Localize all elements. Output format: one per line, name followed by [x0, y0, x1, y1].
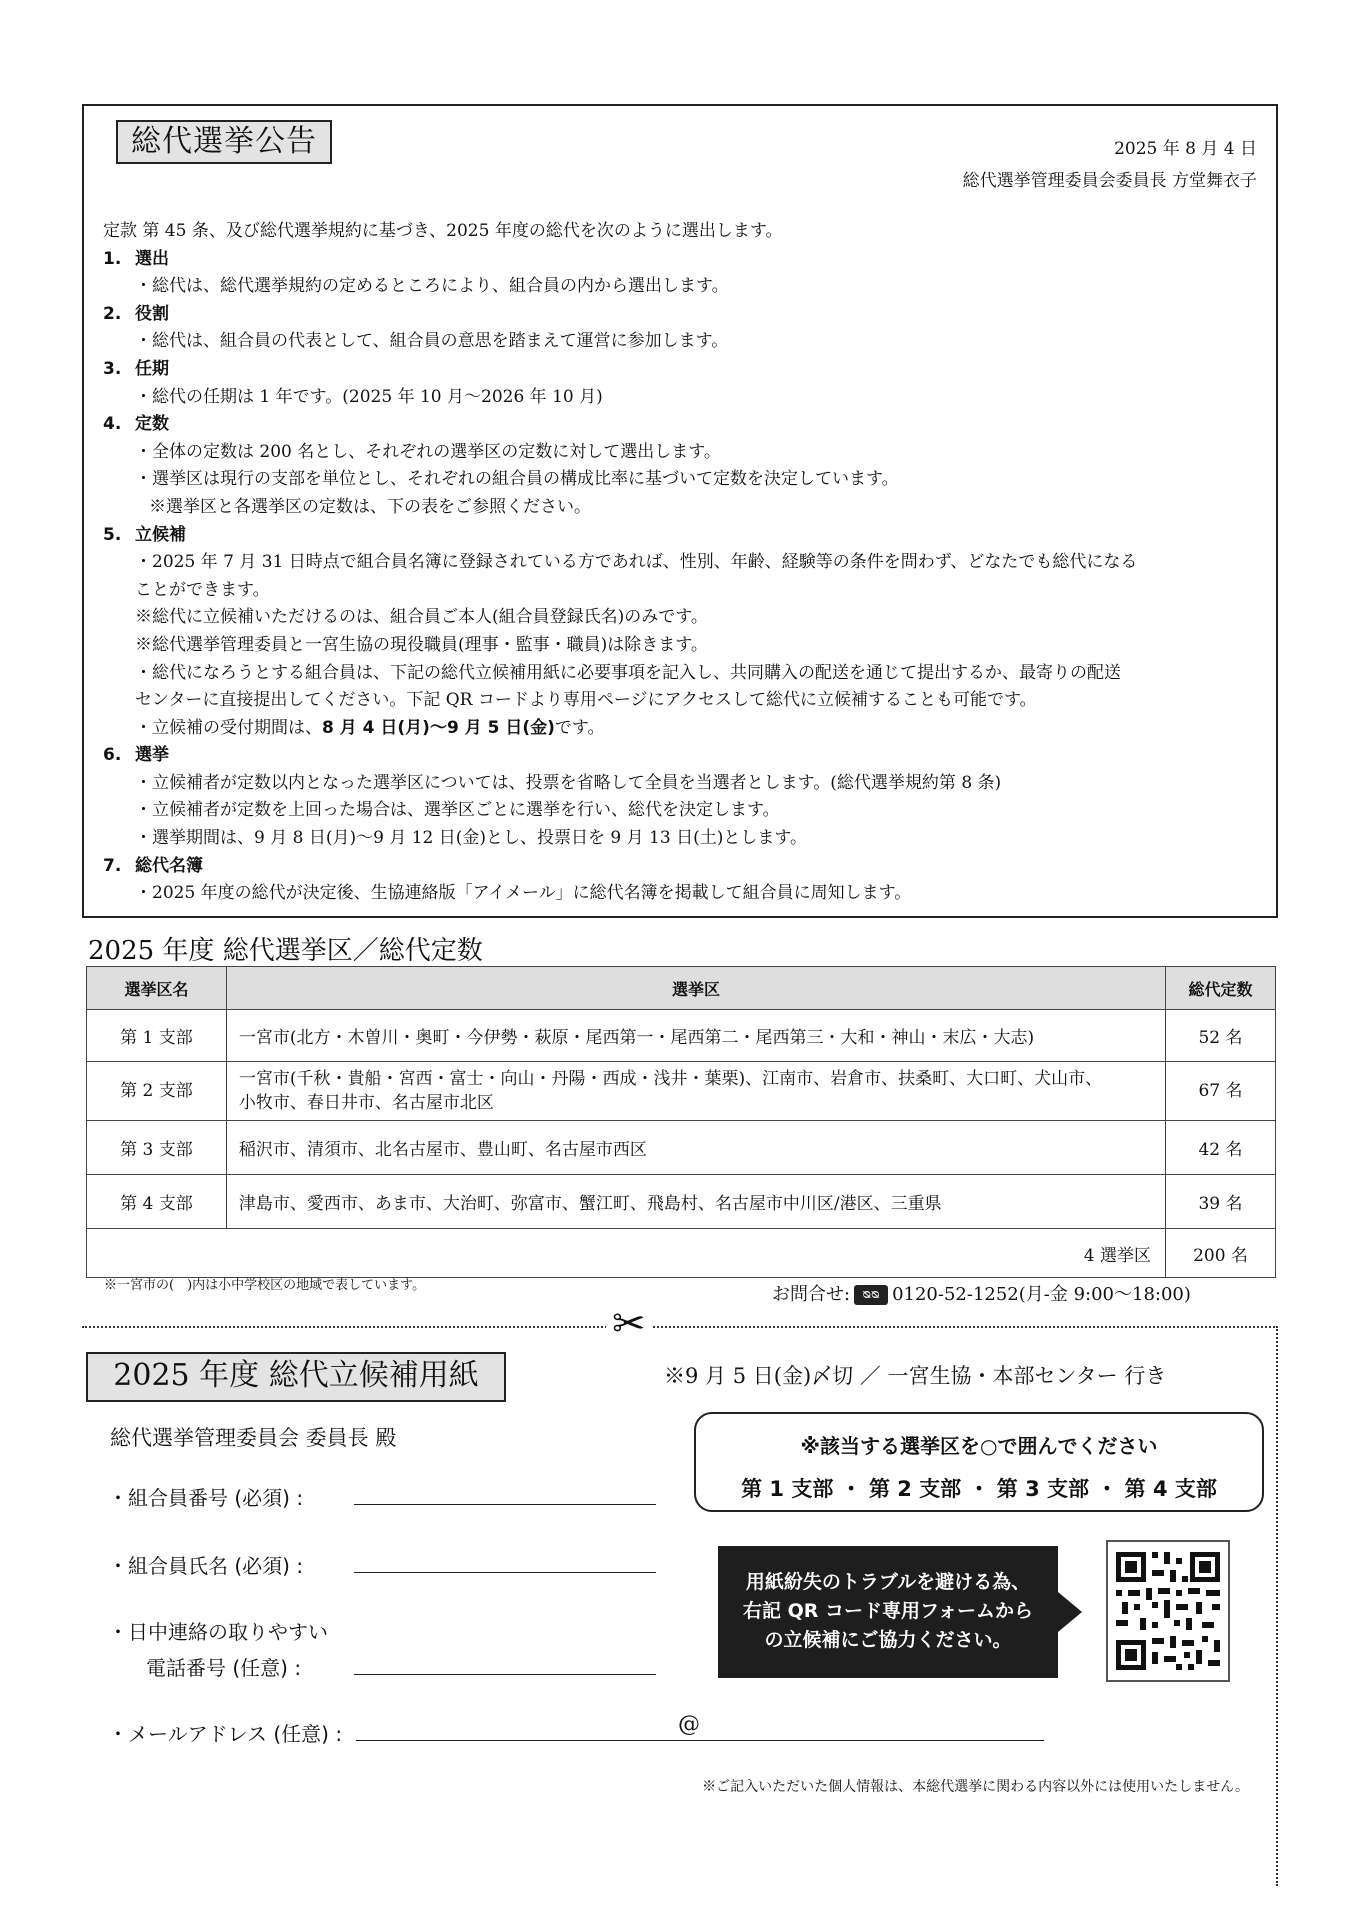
district-area: 稲沢市、清須市、北名古屋市、豊山町、名古屋市西区	[226, 1121, 1165, 1175]
section-heading: 6. 選挙	[103, 745, 169, 766]
section-line: ・選挙期間は、9 月 8 日(月)～9 月 12 日(金)とし、投票日を 9 月 13 日(土)とします。	[135, 828, 807, 849]
section-heading: 7. 総代名簿	[103, 855, 203, 876]
district-table	[86, 966, 1276, 1278]
email-at-sign: @	[678, 1712, 700, 1737]
privacy-note: ※ご記入いただいた個人情報は、本総代選挙に関わる内容以外には使用いたしません。	[702, 1779, 1249, 1795]
district-name: 第 3 支部	[87, 1121, 227, 1175]
qr-code-icon[interactable]	[1106, 1540, 1230, 1682]
column-header: 選挙区	[226, 967, 1165, 1010]
phone-label-line2: 電話番号 (任意) :	[146, 1656, 302, 1680]
form-deadline: ※9 月 5 日(金)〆切 ／ 一宮生協・本部センター 行き	[664, 1364, 1167, 1388]
section-heading: 5. 立候補	[103, 524, 186, 545]
section-line: ・総代になろうとする組合員は、下記の総代立候補用紙に必要事項を記入し、共同購入の配送を通じて提出するか、最寄りの配送	[135, 662, 1121, 683]
section-line: ・選挙区は現行の支部を単位とし、それぞれの組合員の構成比率に基づいて定数を決定しています。	[135, 469, 899, 490]
cut-line	[82, 1326, 1278, 1328]
table-row	[87, 1010, 1276, 1062]
application-period: 8 月 4 日(月)～9 月 5 日(金)	[322, 717, 555, 738]
table-total-row	[87, 1229, 1276, 1278]
member-name-field[interactable]	[354, 1572, 656, 1573]
district-quota: 67 名	[1166, 1062, 1276, 1121]
section-line: ・2025 年 7 月 31 日時点で組合員名簿に登録されている方であれば、性別、年齢、経験等の条件を問わず、どなたでも総代になる	[135, 552, 1138, 573]
form-addressee: 総代選挙管理委員会 委員長 殿	[110, 1426, 397, 1450]
district-quota: 39 名	[1166, 1175, 1276, 1229]
member-number-label: ・組合員番号 (必須) :	[108, 1486, 304, 1510]
section-heading: 1. 選出	[103, 248, 169, 269]
total-label: 4 選挙区	[87, 1229, 1166, 1278]
district-area: 津島市、愛西市、あま市、大治町、弥富市、蟹江町、飛島村、名古屋市中川区/港区、三重県	[226, 1175, 1165, 1229]
section-line: ・総代の任期は 1 年です。(2025 年 10 月～2026 年 10 月)	[135, 386, 603, 407]
table-row	[87, 1062, 1276, 1121]
table-header-row	[87, 967, 1276, 1010]
column-header: 選挙区名	[87, 967, 227, 1010]
contact-label: お問合せ:	[772, 1284, 851, 1305]
section-line: ※総代に立候補いただけるのは、組合員ご本人(組合員登録氏名)のみです。	[135, 607, 708, 628]
form-title: 2025 年度 総代立候補用紙	[86, 1352, 506, 1402]
section-line: ※選挙区と各選挙区の定数は、下の表をご参照ください。	[149, 496, 591, 517]
section-heading: 3. 任期	[103, 358, 169, 379]
phone-label-line1: ・日中連絡の取りやすい	[108, 1620, 328, 1644]
table-row	[87, 1121, 1276, 1175]
column-header: 総代定数	[1166, 967, 1276, 1010]
section-heading: 2. 役割	[103, 303, 169, 324]
section-line: ・立候補者が定数以内となった選挙区については、投票を省略して全員を当選者とします。(総代選挙規約第 8 条)	[135, 772, 1002, 793]
section-line: ・2025 年度の総代が決定後、生協連絡版「アイメール」に総代名簿を掲載して組合員に周知します。	[135, 883, 912, 904]
section-heading: 4. 定数	[103, 414, 169, 435]
contact-info	[772, 1280, 1191, 1306]
district-name: 第 2 支部	[87, 1062, 227, 1121]
district-quota: 52 名	[1166, 1010, 1276, 1062]
phone-field[interactable]	[354, 1674, 656, 1675]
arrow-right-icon	[1058, 1592, 1082, 1632]
contact-phone: 0120-52-1252(月-金 9:00～18:00)	[892, 1284, 1191, 1305]
section-line: ・全体の定数は 200 名とし、それぞれの選挙区の定数に対して選出します。	[135, 441, 721, 462]
cut-line-vertical	[1276, 1326, 1278, 1886]
email-field[interactable]	[356, 1740, 1044, 1741]
member-number-field[interactable]	[354, 1504, 656, 1505]
section-line: センターに直接提出してください。下記 QR コードより専用ページにアクセスして総代に立候補することも可能です。	[135, 690, 1037, 711]
district-name: 第 1 支部	[87, 1010, 227, 1062]
total-quota: 200 名	[1166, 1229, 1276, 1278]
table-row	[87, 1175, 1276, 1229]
district-instruction: ※該当する選挙区を○で囲んでください	[800, 1434, 1158, 1458]
notice-body	[103, 218, 1263, 908]
notice-date: 2025 年 8 月 4 日	[1114, 139, 1257, 159]
notice-signatory: 総代選挙管理委員会委員長 方堂舞衣子	[962, 171, 1257, 191]
district-quota: 42 名	[1166, 1121, 1276, 1175]
freedial-icon: ᴓᴓ	[854, 1285, 888, 1305]
member-name-label: ・組合員氏名 (必須) :	[108, 1554, 304, 1578]
section-line: ・立候補の受付期間は、8 月 4 日(月)～9 月 5 日(金)です。	[135, 717, 605, 738]
notice-title: 総代選挙公告	[116, 120, 332, 164]
qr-promo-box: 用紙紛失のトラブルを避ける為、 右記 QR コード専用フォームから の立候補にご協力ください。	[718, 1546, 1058, 1678]
notice-intro: 定款 第 45 条、及び総代選挙規約に基づき、2025 年度の総代を次のように選出します。	[103, 221, 783, 241]
section-line: ・総代は、組合員の代表として、組合員の意思を踏まえて運営に参加します。	[135, 331, 729, 352]
email-label: ・メールアドレス (任意) :	[108, 1722, 343, 1746]
section-line: ※総代選挙管理委員と一宮生協の現役職員(理事・監事・職員)は除きます。	[135, 634, 708, 655]
district-options[interactable]: 第 1 支部 ・ 第 2 支部 ・ 第 3 支部 ・ 第 4 支部	[741, 1477, 1217, 1501]
district-name: 第 4 支部	[87, 1175, 227, 1229]
district-area: 一宮市(千秋・貴船・宮西・富士・向山・丹陽・西成・浅井・葉栗)、江南市、岩倉市、扶桑町、大口町、犬山市、 小牧市、春日井市、名古屋市北区	[226, 1062, 1165, 1121]
scissors-icon: ✂	[606, 1304, 652, 1344]
section-line: ・立候補者が定数を上回った場合は、選挙区ごとに選挙を行い、総代を決定します。	[135, 800, 780, 821]
section-line: ・総代は、総代選挙規約の定めるところにより、組合員の内から選出します。	[135, 276, 729, 297]
section-line: ことができます。	[135, 579, 270, 600]
district-table-title: 2025 年度 総代選挙区／総代定数	[88, 936, 483, 966]
district-selection-box[interactable]	[694, 1412, 1264, 1512]
table-note: ※一宮市の( )内は小中学校区の地域で表しています。	[104, 1278, 426, 1293]
district-area: 一宮市(北方・木曽川・奥町・今伊勢・萩原・尾西第一・尾西第二・尾西第三・大和・神山・末広・大志)	[226, 1010, 1165, 1062]
